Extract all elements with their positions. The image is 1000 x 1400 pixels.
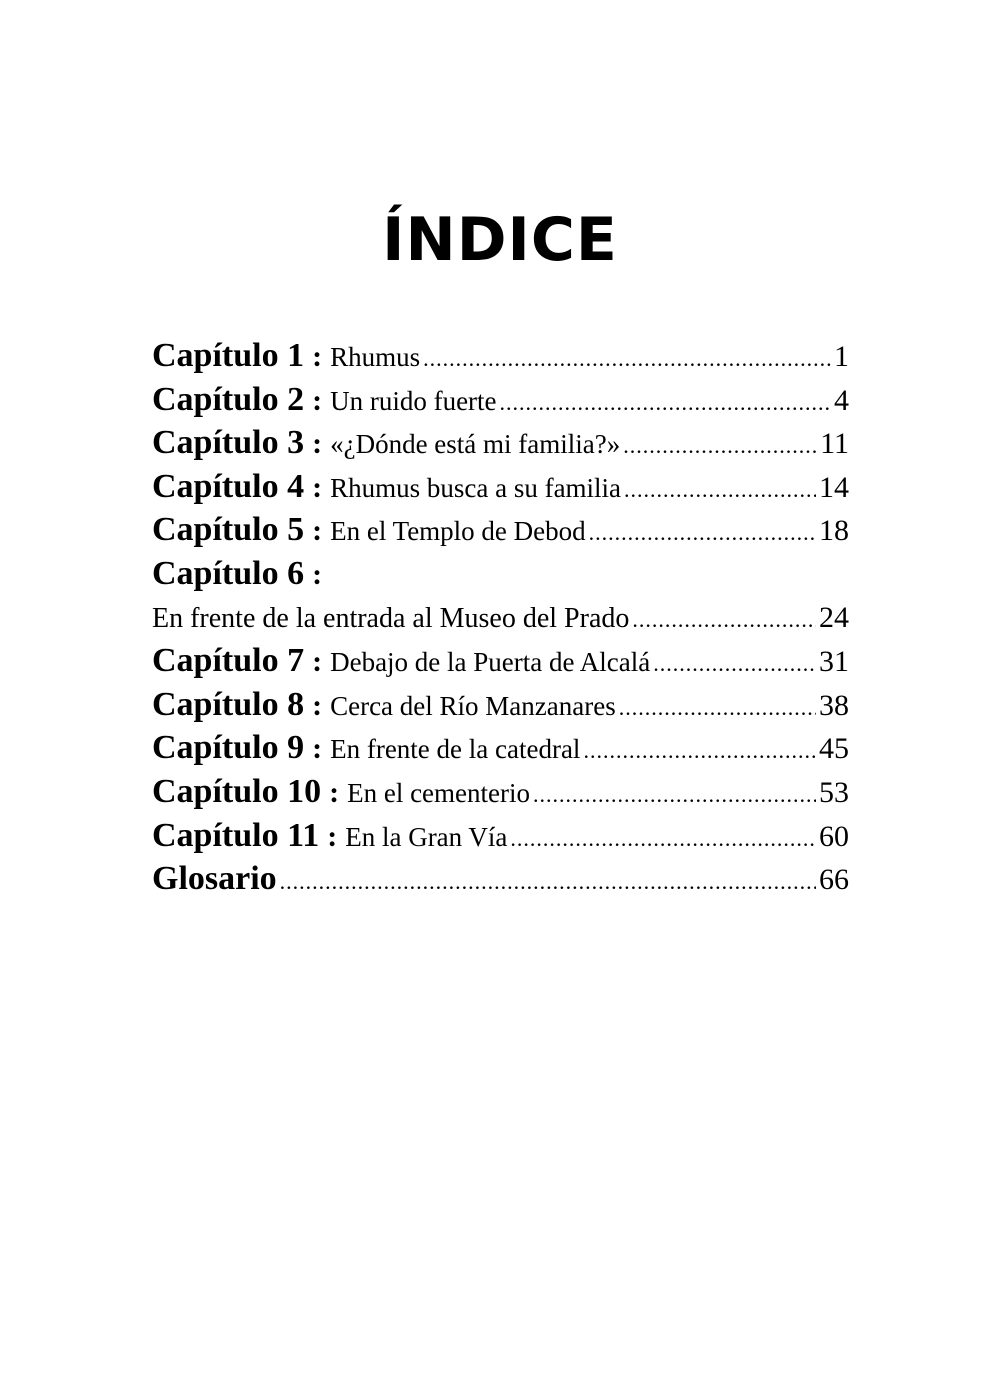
table-of-contents [152,334,849,901]
toc-separator: : [312,645,323,679]
toc-entry[interactable] [152,378,849,422]
toc-entry[interactable] [152,421,849,465]
toc-chapter-label: Capítulo 10 [152,772,322,810]
toc-dot-leader [619,686,816,727]
toc-chapter-title: En la Gran Vía [345,821,508,852]
toc-chapter-title: Rhumus [330,342,421,372]
toc-page-number: 18 [819,514,849,548]
toc-separator: : [312,427,323,461]
toc-separator: : [312,557,323,591]
toc-separator: : [329,775,340,809]
toc-chapter-label: Capítulo 8 [152,685,305,723]
toc-separator: : [312,514,323,548]
toc-entry[interactable] [152,596,849,640]
toc-chapter-label: Capítulo 6 [152,554,305,592]
toc-dot-leader [583,729,816,770]
toc-chapter-title: En el Templo de Debod [330,516,586,547]
toc-chapter-label: Capítulo 2 [152,380,305,418]
toc-entry[interactable] [152,639,849,683]
toc-page-number: 24 [819,600,849,634]
toc-chapter-label: Capítulo 1 [152,337,305,374]
toc-separator: : [312,383,323,417]
toc-chapter-label: Capítulo 11 [152,816,320,854]
toc-entry[interactable] [152,508,849,552]
toc-dot-leader [423,337,831,378]
toc-dot-leader [510,817,816,858]
toc-dot-leader [500,381,831,422]
toc-page-number: 38 [819,688,849,722]
toc-page-number: 45 [819,732,849,766]
toc-page-number: 11 [820,427,849,461]
toc-dot-leader [589,511,816,552]
toc-dot-leader [624,468,816,509]
page-title: ÍNDICE [382,205,618,275]
toc-separator: : [312,470,323,504]
toc-chapter-title: Un ruido fuerte [330,385,497,416]
toc-entry[interactable] [152,770,849,814]
toc-page-number: 14 [819,470,849,504]
toc-dot-leader [533,773,816,814]
toc-separator: : [312,732,323,766]
toc-dot-leader [280,860,816,901]
toc-page-number: 53 [819,775,849,809]
toc-chapter-title: «¿Dónde está mi familia?» [330,429,621,460]
toc-chapter-label: Capítulo 3 [152,424,305,462]
toc-page-number: 4 [834,383,849,417]
toc-entry[interactable] [152,726,849,770]
toc-entry[interactable] [152,814,849,858]
toc-entry[interactable] [152,334,849,378]
toc-chapter-title: Debajo de la Puerta de Alcalá [330,647,651,678]
toc-entry-heading[interactable] [152,552,849,596]
toc-separator: : [312,340,323,373]
toc-entry[interactable] [152,683,849,727]
toc-entry-glossary[interactable] [152,857,849,901]
toc-chapter-title: En frente de la entrada al Museo del Prado [152,602,630,634]
toc-chapter-title: En frente de la catedral [330,734,581,765]
toc-chapter-title: Rhumus busca a su familia [330,472,622,503]
toc-entry[interactable] [152,465,849,509]
toc-chapter-title: Cerca del Río Manzanares [330,690,616,721]
toc-chapter-label: Capítulo 5 [152,511,305,549]
toc-page-number: 31 [819,645,849,679]
toc-page-number: 66 [819,863,849,897]
toc-separator: : [312,688,323,722]
toc-dot-leader [632,598,816,640]
toc-chapter-label: Capítulo 4 [152,467,305,505]
toc-page-number: 1 [834,340,849,373]
toc-chapter-label: Capítulo 7 [152,642,305,680]
toc-dot-leader [623,424,817,465]
toc-page-number: 60 [819,819,849,853]
toc-separator: : [327,819,338,853]
toc-dot-leader [653,642,816,683]
toc-chapter-title: En el cementerio [347,777,531,808]
toc-glossary-label: Glosario [152,860,277,898]
toc-chapter-label: Capítulo 9 [152,729,305,767]
